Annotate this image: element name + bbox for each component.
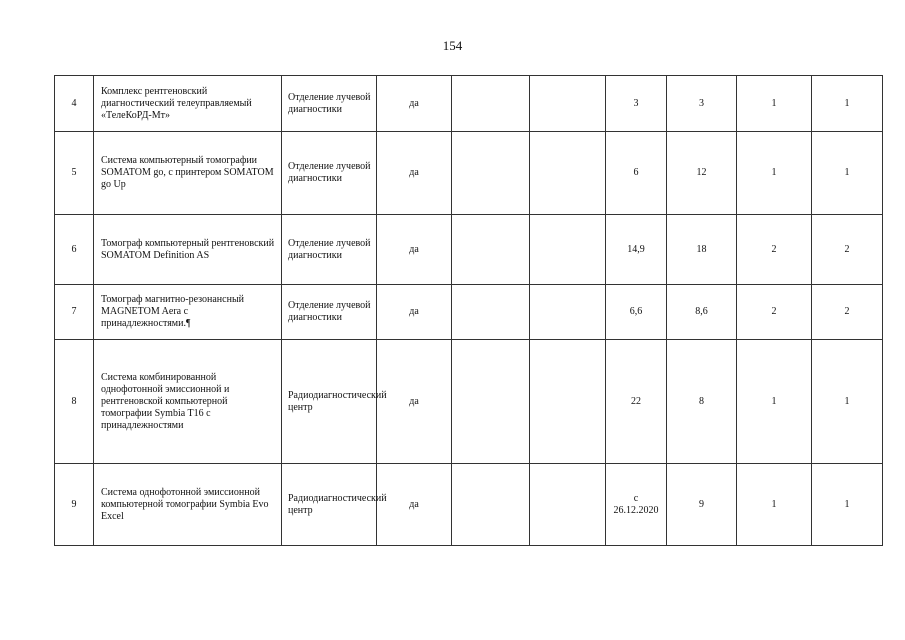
equipment-name: Система однофотонной эмиссионной компьютерной томографии Symbia Evo Excel <box>94 464 282 546</box>
value-cell-1: 14,9 <box>606 215 667 285</box>
table-row <box>55 285 883 340</box>
page-number: 154 <box>442 38 463 53</box>
department: Отделение лучевой диагностики <box>282 285 377 340</box>
value-cell-1: 3 <box>606 76 667 132</box>
empty-cell <box>530 464 606 546</box>
row-number: 4 <box>55 76 94 132</box>
empty-cell <box>452 340 530 464</box>
equipment-name: Комплекс рентгеновский диагностический телеуправляемый «ТелеКоРД-Мт» <box>94 76 282 132</box>
availability-flag: да <box>377 215 452 285</box>
value-cell-1: 22 <box>606 340 667 464</box>
empty-cell <box>530 215 606 285</box>
value-cell-2: 12 <box>667 132 737 215</box>
value-cell-4: 1 <box>812 76 883 132</box>
availability-flag: да <box>377 76 452 132</box>
availability-flag: да <box>377 132 452 215</box>
empty-cell <box>530 340 606 464</box>
empty-cell <box>452 132 530 215</box>
row-number: 9 <box>55 464 94 546</box>
value-cell-2: 8,6 <box>667 285 737 340</box>
value-cell-1: 6,6 <box>606 285 667 340</box>
table-row <box>55 340 883 464</box>
department: Отделение лучевой диагностики <box>282 132 377 215</box>
availability-flag: да <box>377 340 452 464</box>
row-number: 5 <box>55 132 94 215</box>
empty-cell <box>530 76 606 132</box>
equipment-table <box>54 75 883 546</box>
empty-cell <box>452 76 530 132</box>
value-cell-3: 1 <box>737 340 812 464</box>
value-cell-4: 1 <box>812 464 883 546</box>
value-cell-3: 1 <box>737 464 812 546</box>
availability-flag: да <box>377 285 452 340</box>
table-row <box>55 464 883 546</box>
value-cell-1: с 26.12.2020 <box>606 464 667 546</box>
availability-flag: да <box>377 464 452 546</box>
value-cell-2: 9 <box>667 464 737 546</box>
empty-cell <box>452 215 530 285</box>
value-cell-3: 2 <box>737 215 812 285</box>
row-number: 6 <box>55 215 94 285</box>
table-row <box>55 76 883 132</box>
row-number: 8 <box>55 340 94 464</box>
empty-cell <box>452 285 530 340</box>
row-number: 7 <box>55 285 94 340</box>
value-cell-2: 18 <box>667 215 737 285</box>
value-cell-4: 1 <box>812 340 883 464</box>
table-row <box>55 215 883 285</box>
value-cell-1: 6 <box>606 132 667 215</box>
empty-cell <box>530 285 606 340</box>
value-cell-3: 2 <box>737 285 812 340</box>
table-body <box>55 76 883 546</box>
value-cell-2: 3 <box>667 76 737 132</box>
value-cell-4: 1 <box>812 132 883 215</box>
department: Радиодиагностический центр <box>282 464 377 546</box>
equipment-name: Томограф магнитно-резонансный MAGNETOM Aera с принадлежностями.¶ <box>94 285 282 340</box>
value-cell-4: 2 <box>812 215 883 285</box>
value-cell-4: 2 <box>812 285 883 340</box>
department: Радиодиагностический центр <box>282 340 377 464</box>
department: Отделение лучевой диагностики <box>282 76 377 132</box>
value-cell-3: 1 <box>737 132 812 215</box>
empty-cell <box>452 464 530 546</box>
value-cell-3: 1 <box>737 76 812 132</box>
department: Отделение лучевой диагностики <box>282 215 377 285</box>
equipment-name: Томограф компьютерный рентгеновский SOMATOM Definition AS <box>94 215 282 285</box>
equipment-name: Система компьютерный томографии SOMATOM go, с принтером SOMATOM go Up <box>94 132 282 215</box>
equipment-name: Система комбинированной однофотонной эмиссионной и рентгеновской компьютерной томографии Symbia T16 с принадлежностями <box>94 340 282 464</box>
value-cell-2: 8 <box>667 340 737 464</box>
empty-cell <box>530 132 606 215</box>
table-row <box>55 132 883 215</box>
